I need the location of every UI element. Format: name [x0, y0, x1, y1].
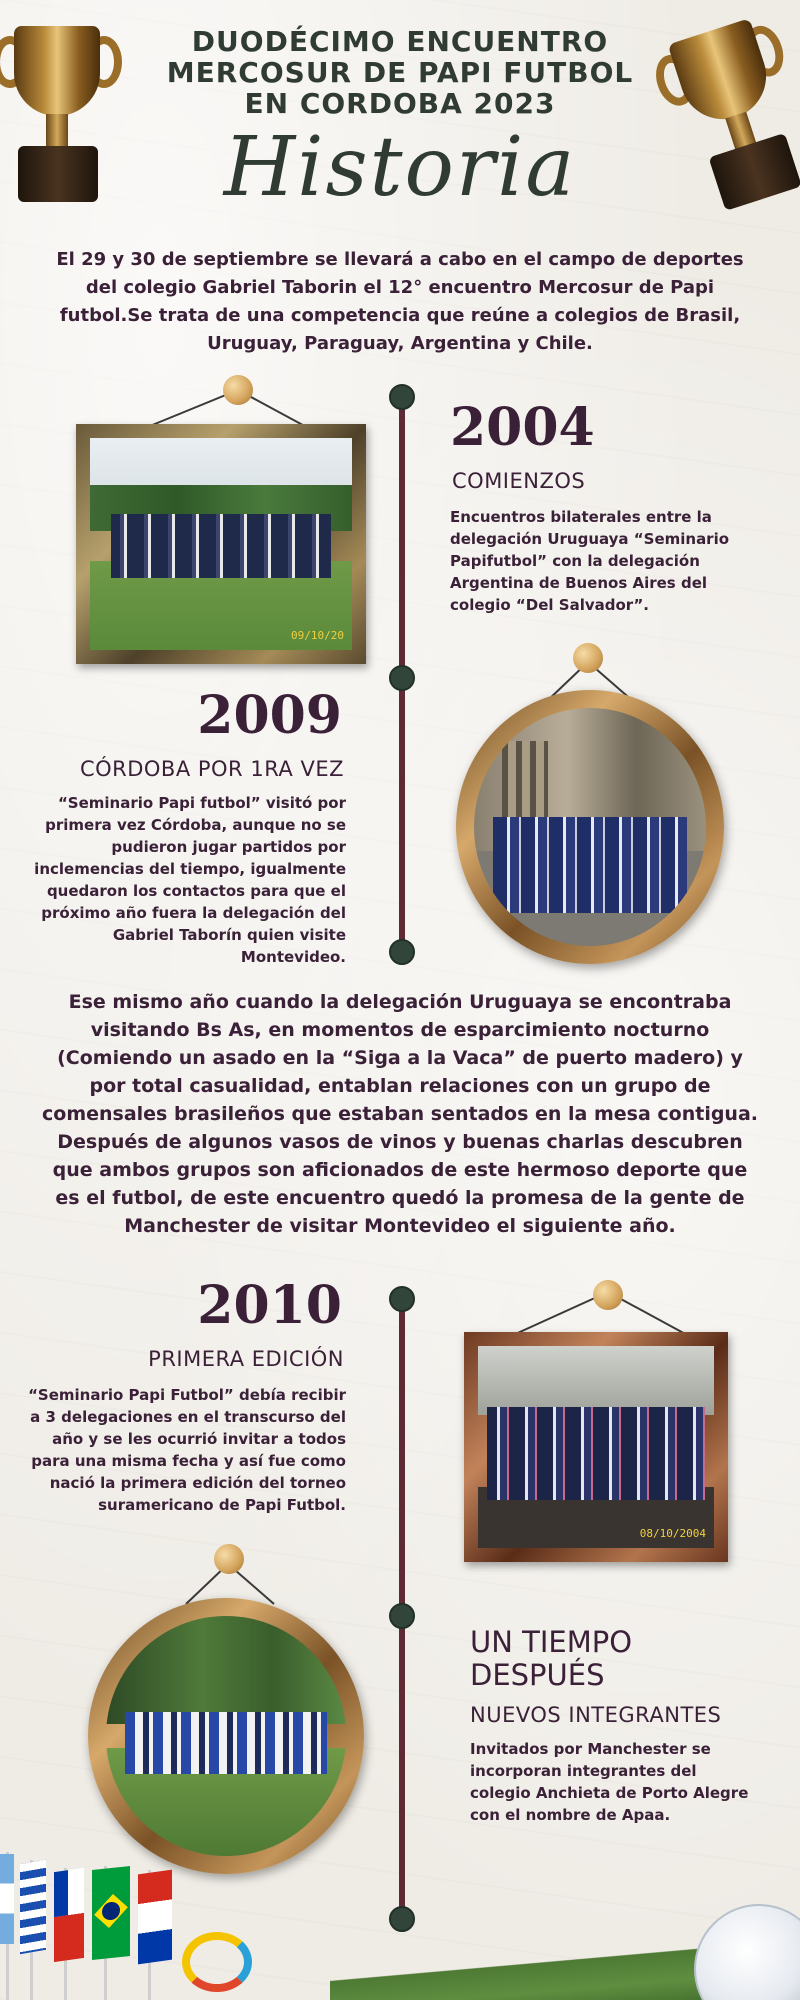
year-2010: 2010	[197, 1275, 342, 1336]
later-title: UN TIEMPO DESPUÉS	[470, 1625, 633, 1692]
intro-paragraph: El 29 y 30 de septiembre se llevará a cabo en el campo de deportes del colegio Gabriel Taborin el 12° encuentro Mercosur de Papi futbol.Se trata de una competencia que reúne a colegios de Brasil, Uruguay, Paraguay, Argentina y Chile.	[56, 249, 744, 354]
timeline-dot	[389, 1906, 415, 1932]
hanging-pin	[573, 643, 603, 673]
argentina-flag-icon	[0, 1854, 14, 1944]
script-heading: Historia	[223, 120, 577, 215]
uruguay-flag-icon	[20, 1860, 46, 1955]
photo-date-stamp: 09/10/20	[291, 629, 344, 642]
title-line-1: DUODÉCIMO ENCUENTRO	[191, 25, 609, 58]
timeline-dot	[389, 1603, 415, 1629]
photo-frame-2010	[464, 1332, 728, 1562]
paraguay-flag-icon	[138, 1870, 172, 1965]
chile-flag-icon	[54, 1868, 84, 1962]
subtitle-2010: PRIMERA EDICIÓN	[148, 1347, 344, 1371]
brazil-flag-icon	[92, 1866, 130, 1960]
text-2009: “Seminario Papi futbol” visitó por primera vez Córdoba, aunque no se pudieron jugar partidos por inclemencias del tiempo, igualmente quedaron los contactos para que el próximo año fuera la delegación del Gabriel Taborín quien visite Montevideo.	[34, 794, 346, 966]
text-2004: Encuentros bilaterales entre la delegación Uruguaya “Seminario Papifutbol” con la delegación Argentina de Buenos Aires del colegio “Del Salvador”.	[450, 508, 730, 614]
year-2009: 2009	[197, 685, 342, 746]
hanging-pin	[593, 1280, 623, 1310]
later-subtitle: NUEVOS INTEGRANTES	[470, 1703, 722, 1727]
year-2004: 2004	[450, 397, 595, 458]
photo-date-stamp: 08/10/2004	[639, 1527, 706, 1540]
timeline-dot	[389, 384, 415, 410]
oval-frame-later	[88, 1598, 364, 1874]
timeline-dot	[389, 1286, 415, 1312]
flags-group	[0, 1840, 260, 2000]
subtitle-2009: CÓRDOBA POR 1RA VEZ	[79, 757, 344, 781]
page-title	[140, 26, 660, 119]
timeline-dot	[389, 939, 415, 965]
hanging-pin	[223, 375, 253, 405]
mercosur-logo-icon	[182, 1932, 252, 1992]
trophy-left-image	[0, 6, 132, 206]
group-photo-2010	[478, 1346, 714, 1548]
hanging-pin	[214, 1544, 244, 1574]
photo-frame-2004	[76, 424, 366, 664]
group-photo-2009	[474, 708, 706, 946]
group-photo-later	[106, 1616, 346, 1856]
title-line-3: EN CORDOBA 2023	[244, 87, 556, 120]
group-photo-2004	[90, 438, 352, 650]
story-paragraph: Ese mismo año cuando la delegación Uruguaya se encontraba visitando Bs As, en momentos de esparcimiento nocturno (Comiendo un asado en la “Siga a la Vaca” de puerto madero) y por total casualidad, entablan relaciones con un grupo de comensales brasileños que estaban sentados en la mesa contigua. Después de algunos vasos de vinos y buenas charlas descubren que ambos grupos son aficionados de este hermoso deporte que es el futbol, de este encuentro quedó la promesa de la gente de Manchester de visitar Montevideo el siguiente año.	[42, 991, 758, 1237]
oval-frame-2009	[456, 690, 724, 964]
subtitle-2004: COMIENZOS	[452, 469, 586, 493]
text-2010: “Seminario Papi Futbol” debía recibir a 3 delegaciones en el transcurso del año y se les ocurrió invitar a todos para una misma fecha y así fue como nació la primera edición del torneo suramericano de Papi Futbol.	[28, 1386, 346, 1514]
later-text: Invitados por Manchester se incorporan integrantes del colegio Anchieta de Porto Alegre con el nombre de Apaa.	[470, 1740, 749, 1824]
timeline-dot	[389, 665, 415, 691]
title-line-2: MERCOSUR DE PAPI FUTBOL	[166, 56, 634, 89]
